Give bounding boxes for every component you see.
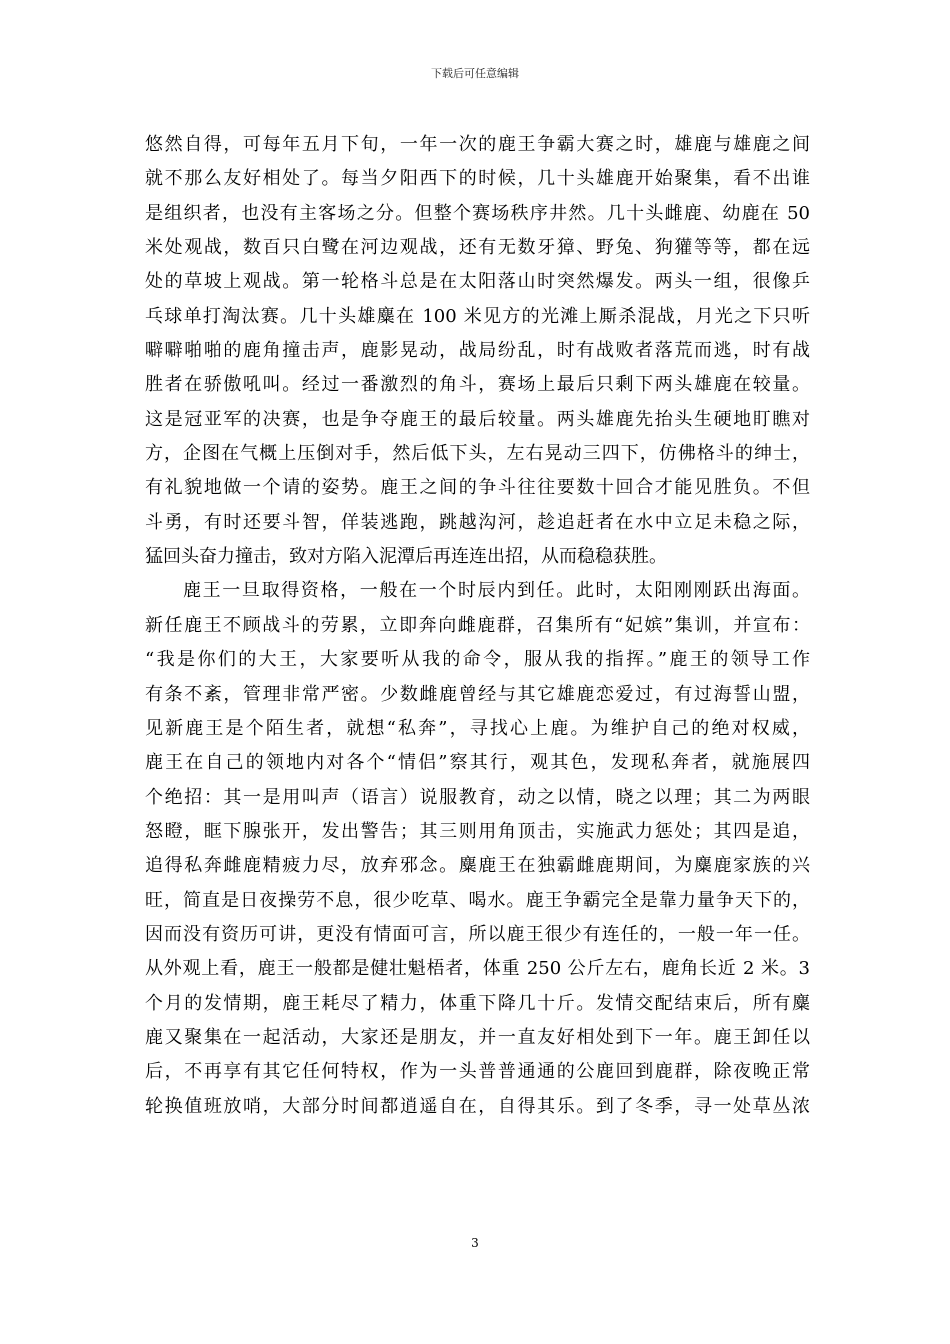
page-header: 下载后可任意编辑	[431, 67, 519, 80]
text-line: 猛回头奋力撞击，致对方陷入泥潭后再连连出招，从而稳稳获胜。	[145, 546, 667, 568]
text-line: 斗勇，有时还要斗智，佯装逃跑，跳越沟河，趁追赶者在水中立足未稳之际，	[145, 511, 810, 533]
text-line: 悠然自得，可每年五月下旬，一年一次的鹿王争霸大赛之时，雄鹿与雄鹿之间	[145, 134, 810, 155]
text-line: 噼噼啪啪的鹿角撞击声，鹿影晃动，战局纷乱，时有战败者落荒而逃，时有战	[145, 340, 810, 362]
text-line: 是组织者，也没有主客场之分。但整个赛场秩序井然。几十头雌鹿、幼鹿在 50	[145, 202, 810, 224]
text-line: 新任鹿王不顾战斗的劳累，立即奔向雌鹿群，召集所有“妃嫔”集训，并宣布：	[145, 614, 810, 636]
text-line: 有礼貌地做一个请的姿势。鹿王之间的争斗往往要数十回合才能见胜负。不但	[145, 477, 810, 499]
text-line: 怒瞪，眶下腺张开，发出警告；其三则用角顶击，实施武力惩处；其四是追，	[145, 820, 810, 842]
text-line: 个月的发情期，鹿王耗尽了精力，体重下降几十斤。发情交配结束后，所有麋	[145, 992, 810, 1014]
text-line: 轮换值班放哨，大部分时间都逍遥自在，自得其乐。到了冬季，寻一处草丛浓	[145, 1095, 810, 1117]
text-line: “我是你们的大王，大家要听从我的命令，服从我的指挥。”鹿王的领导工作	[145, 649, 810, 671]
text-line: 这是冠亚军的决赛，也是争夺鹿王的最后较量。两头雄鹿先抬头生硬地盯瞧对	[145, 408, 810, 430]
text-line: 处的草坡上观战。第一轮格斗总是在太阳落山时突然爆发。两头一组，很像乒	[145, 271, 810, 293]
text-line: 鹿又聚集在一起活动，大家还是朋友，并一直友好相处到下一年。鹿王卸任以	[145, 1026, 810, 1048]
text-line: 后，不再享有其它任何特权，作为一头普普通通的公鹿回到鹿群，除夜晚正常	[145, 1061, 810, 1083]
text-line: 胜者在骄傲吼叫。经过一番激烈的角斗，赛场上最后只剩下两头雄鹿在较量。	[145, 374, 810, 396]
page-number: 3	[471, 1236, 479, 1250]
document-body	[145, 128, 810, 1124]
text-line: 米处观战，数百只白鹭在河边观战，还有无数牙獐、野兔、狗獾等等，都在远	[145, 237, 810, 259]
text-line: 因而没有资历可讲，更没有情面可言，所以鹿王很少有连任的，一般一年一任。	[145, 923, 810, 945]
text-line: 鹿王在自己的领地内对各个“情侣”察其行，观其色，发现私奔者，就施展四	[145, 752, 810, 774]
text-line: 从外观上看，鹿王一般都是健壮魁梧者，体重 250 公斤左右，鹿角长近 2 米。3	[145, 958, 810, 980]
text-line: 方，企图在气概上压倒对手，然后低下头，左右晃动三四下，仿佛格斗的绅士，	[145, 443, 810, 465]
text-line: 有条不紊，管理非常严密。少数雌鹿曾经与其它雄鹿恋爱过，有过海誓山盟，	[145, 683, 810, 705]
text-line: 追得私奔雌鹿精疲力尽，放弃邪念。麋鹿王在独霸雌鹿期间，为麋鹿家族的兴	[145, 855, 810, 877]
text-line: 旺，简直是日夜操劳不息，很少吃草、喝水。鹿王争霸完全是靠力量争天下的，	[145, 889, 810, 911]
text-line: 个绝招：其一是用叫声（语言）说服教育，动之以情，晓之以理；其二为两眼	[145, 786, 810, 808]
paragraph-start-line: 鹿王一旦取得资格，一般在一个时辰内到任。此时，太阳刚刚跃出海面。	[183, 580, 810, 602]
text-line: 乓球单打淘汰赛。几十头雄麋在 100 米见方的光滩上厮杀混战，月光之下只听	[145, 305, 810, 327]
text-line: 就不那么友好相处了。每当夕阳西下的时候，几十头雄鹿开始聚集，看不出谁	[145, 168, 810, 190]
text-line: 见新鹿王是个陌生者，就想“私奔”，寻找心上鹿。为维护自己的绝对权威，	[145, 717, 810, 739]
